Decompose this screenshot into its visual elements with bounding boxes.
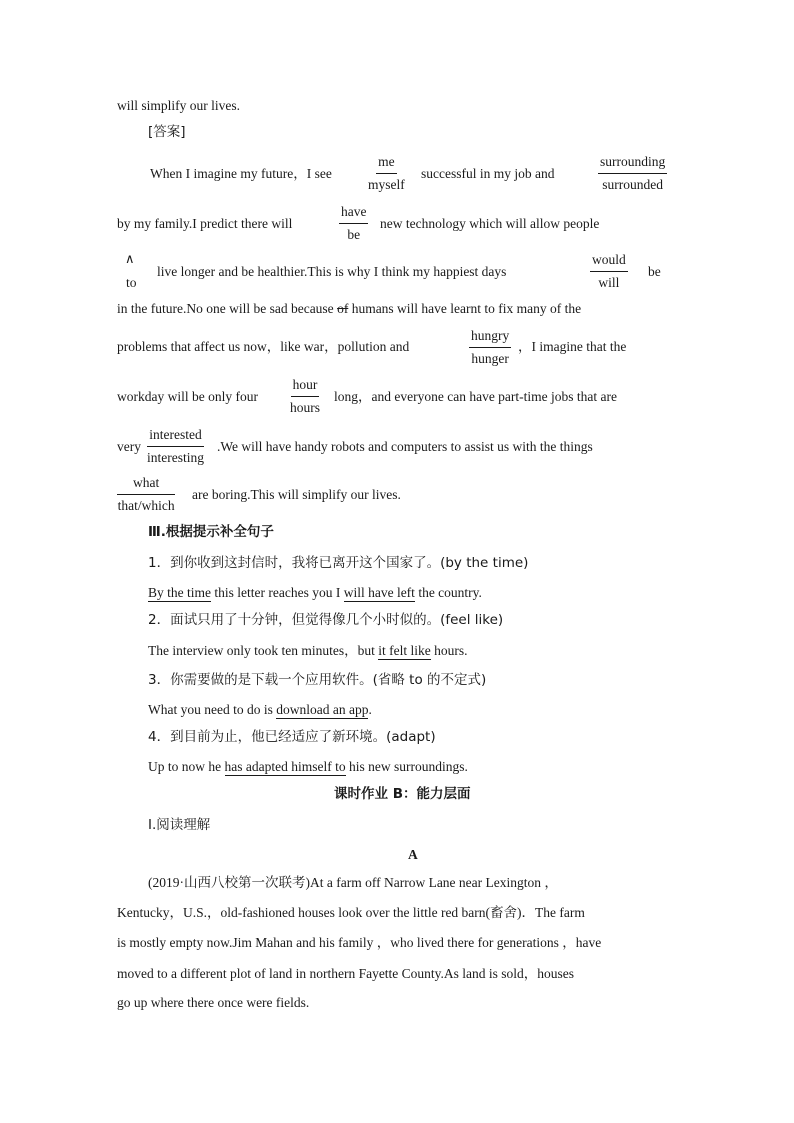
passage-line: moved to a different plot of land in northern Fayette County.As land is sold，houses (117, 966, 575, 981)
answer-line-2: by my family.I predict there will (117, 216, 293, 231)
correction-bottom: interesting (147, 449, 204, 465)
passage-line: Kentucky，U.S.，old-fashioned houses look over the little red barn(畜舍)．The farm (117, 905, 585, 920)
correction-surrounding (598, 155, 667, 191)
correction-top: me (376, 155, 397, 174)
passage-line: is mostly empty now.Jim Mahan and his family ，who lived there for generations ，have (117, 935, 602, 950)
question-2: 2．面试只用了十分钟，但觉得像几个小时似的。(feel like) (148, 612, 504, 628)
answer-line-7: very (117, 439, 141, 454)
correction-top: would (590, 253, 628, 272)
answer-text: What you need to do is (148, 702, 273, 717)
answer-line-6: workday will be only four (117, 389, 258, 404)
answer-line-8-post: are boring.This will simplify our lives. (192, 487, 401, 502)
correction-have-be (339, 205, 368, 241)
correction-me-myself (368, 155, 405, 191)
answer-text: . (368, 702, 372, 717)
answer-fill: By the time (148, 585, 211, 600)
answer-4 (148, 760, 468, 774)
correction-top: interested (147, 428, 203, 447)
deleted-word: of (337, 301, 349, 316)
correction-would-will (590, 253, 628, 289)
question-4: 4．到目前为止，他已经适应了新环境。(adapt) (148, 729, 436, 745)
answer-text: the country. (418, 585, 482, 600)
question-1: 1．到你收到这封信时，我将已离开这个国家了。(by the time) (148, 555, 529, 571)
correction-bottom: that/which (117, 497, 175, 513)
answer-text: his new surroundings. (348, 759, 468, 774)
correction-bottom: hunger (471, 350, 509, 366)
correction-hour-hours (290, 378, 320, 414)
answer-fill: has adapted himself to (224, 759, 346, 774)
correction-hungry-hunger (469, 329, 511, 365)
insertion-caret: ∧ (125, 252, 135, 267)
answer-line-5-post: ，I imagine that the (518, 339, 627, 354)
answer-2 (148, 644, 467, 658)
section-3-heading: Ⅲ.根据提示补全句子 (148, 524, 274, 540)
correction-top: surrounding (598, 155, 667, 174)
answer-line-7-post: .We will have handy robots and computers to assist us with the things (217, 439, 593, 454)
passage-line: go up where there once were fields. (117, 995, 310, 1010)
answer-line-4-post: humans will have learnt to fix many of the (351, 301, 582, 316)
correction-top: hour (291, 378, 320, 397)
answer-line-2-post: new technology which will allow people (380, 216, 600, 231)
answer-line-6-post: long，and everyone can have part-time jobs that are (334, 389, 618, 404)
passage-line: (2019·山西八校第一次联考)At a farm off Narrow Lane near Lexington ， (148, 875, 558, 890)
correction-what (117, 476, 175, 512)
reading-heading: Ⅰ.阅读理解 (148, 817, 211, 833)
answer-line-1-mid: successful in my job and (421, 166, 555, 181)
answer-text: hours. (434, 643, 468, 658)
answer-1 (148, 586, 482, 600)
correction-top: hungry (469, 329, 511, 348)
answer-text: this letter reaches you I (214, 585, 341, 600)
answer-text: The interview only took ten minutes，but (148, 643, 375, 658)
answer-line-3: live longer and be healthier.This is why I think my happiest days (157, 264, 507, 279)
inserted-word: to (126, 275, 137, 290)
correction-top: have (339, 205, 368, 224)
correction-bottom: myself (368, 176, 405, 192)
passage-label: A (408, 847, 418, 862)
answer-text: Up to now he (148, 759, 222, 774)
correction-bottom: surrounded (602, 176, 663, 192)
answer-line-4-pre: in the future.No one will be sad because (117, 301, 334, 316)
answer-label: [答案] (148, 124, 186, 140)
answer-line-4 (117, 302, 581, 316)
answer-line-3-post: be (648, 264, 661, 279)
correction-interested (147, 428, 204, 464)
answer-fill: download an app (276, 702, 369, 717)
answer-line-1: When I imagine my future，I see (150, 166, 332, 181)
intro-tail: will simplify our lives. (117, 98, 240, 113)
answer-fill: it felt like (378, 643, 431, 658)
question-3: 3．你需要做的是下载一个应用软件。(省略 to 的不定式) (148, 672, 487, 688)
correction-bottom: be (347, 226, 361, 242)
answer-line-5: problems that affect us now，like war，pollution and (117, 339, 410, 354)
correction-bottom: will (598, 274, 620, 290)
correction-bottom: hours (290, 399, 320, 415)
homework-title: 课时作业 B：能力层面 (334, 786, 471, 802)
correction-top: what (117, 476, 175, 495)
answer-fill: will have left (343, 585, 415, 600)
answer-3 (148, 703, 372, 717)
